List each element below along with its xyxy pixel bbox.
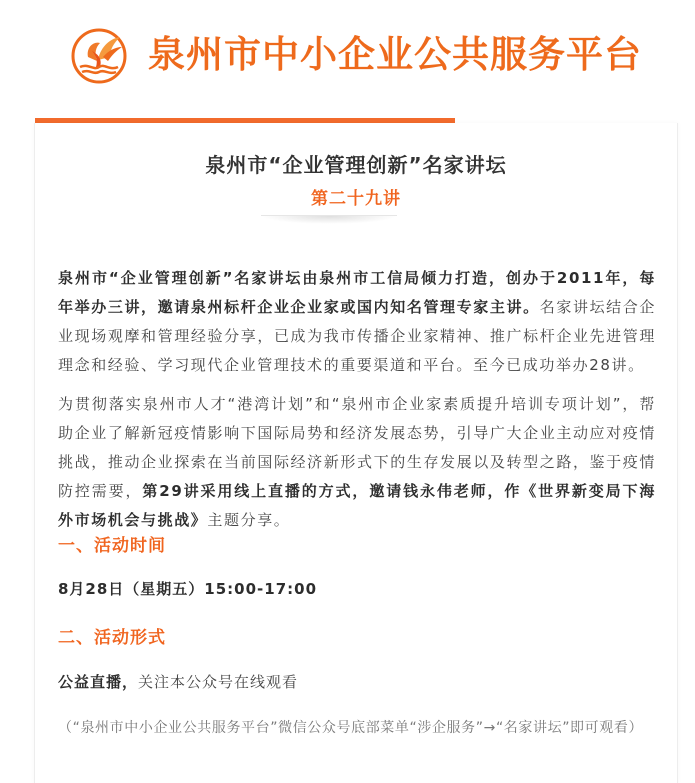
site-header (0, 0, 695, 110)
background-tail-text: 主题分享。 (207, 511, 291, 529)
background-paragraph (58, 390, 656, 535)
subtitle-divider (261, 215, 397, 224)
viewing-note: （“泉州市中小企业公共服务平台”微信公众号底部菜单“涉企服务”→“名家讲坛”即可观看） (58, 720, 644, 736)
article-title: 泉州市“企业管理创新”名家讲坛 (205, 153, 507, 177)
article-card (34, 123, 678, 783)
intro-text: 名家讲坛结合企业现场观摩和管理经验分享，已成为我市传播企业家精神、推广标杆企业先进管理理念和经验、学习现代企业管理技术的重要渠道和平台。至今已成功举办28讲。 (58, 298, 657, 374)
intro-paragraph (58, 264, 656, 380)
section-heading-format: 二、活动形式 (58, 628, 166, 648)
brand-name: 泉州市中小企业公共服务平台 (148, 33, 642, 76)
intro-bold-text: 泉州市“企业管理创新”名家讲坛由泉州市工信局倾力打造，创办于2011年，每年举办三讲，邀请泉州标杆企业企业家或国内知名管理专家主讲。 (58, 269, 656, 316)
event-format-bold: 公益直播， (58, 673, 139, 691)
event-format (58, 671, 298, 692)
background-text: 为贯彻落实泉州市人才“港湾计划”和“泉州市企业家素质提升培训专项计划”，帮助企业了解新冠疫情影响下国际局势和经济发展态势，引导广大企业主动应对疫情挑战，推动企业探索在当前国际经济新形式下的生存发展以及转型之路，鉴于疫情防控需要， (58, 395, 656, 500)
background-bold-text: 第29讲采用线上直播的方式，邀请钱永伟老师，作《世界新变局下海外市场机会与挑战》 (58, 482, 656, 529)
article-subtitle: 第二十九讲 (311, 189, 401, 209)
event-time: 8月28日（星期五）15:00-17:00 (58, 580, 318, 598)
phoenix-logo-icon (70, 27, 128, 85)
section-heading-time: 一、活动时间 (58, 536, 166, 556)
event-format-text: 关注本公众号在线观看 (138, 673, 299, 691)
